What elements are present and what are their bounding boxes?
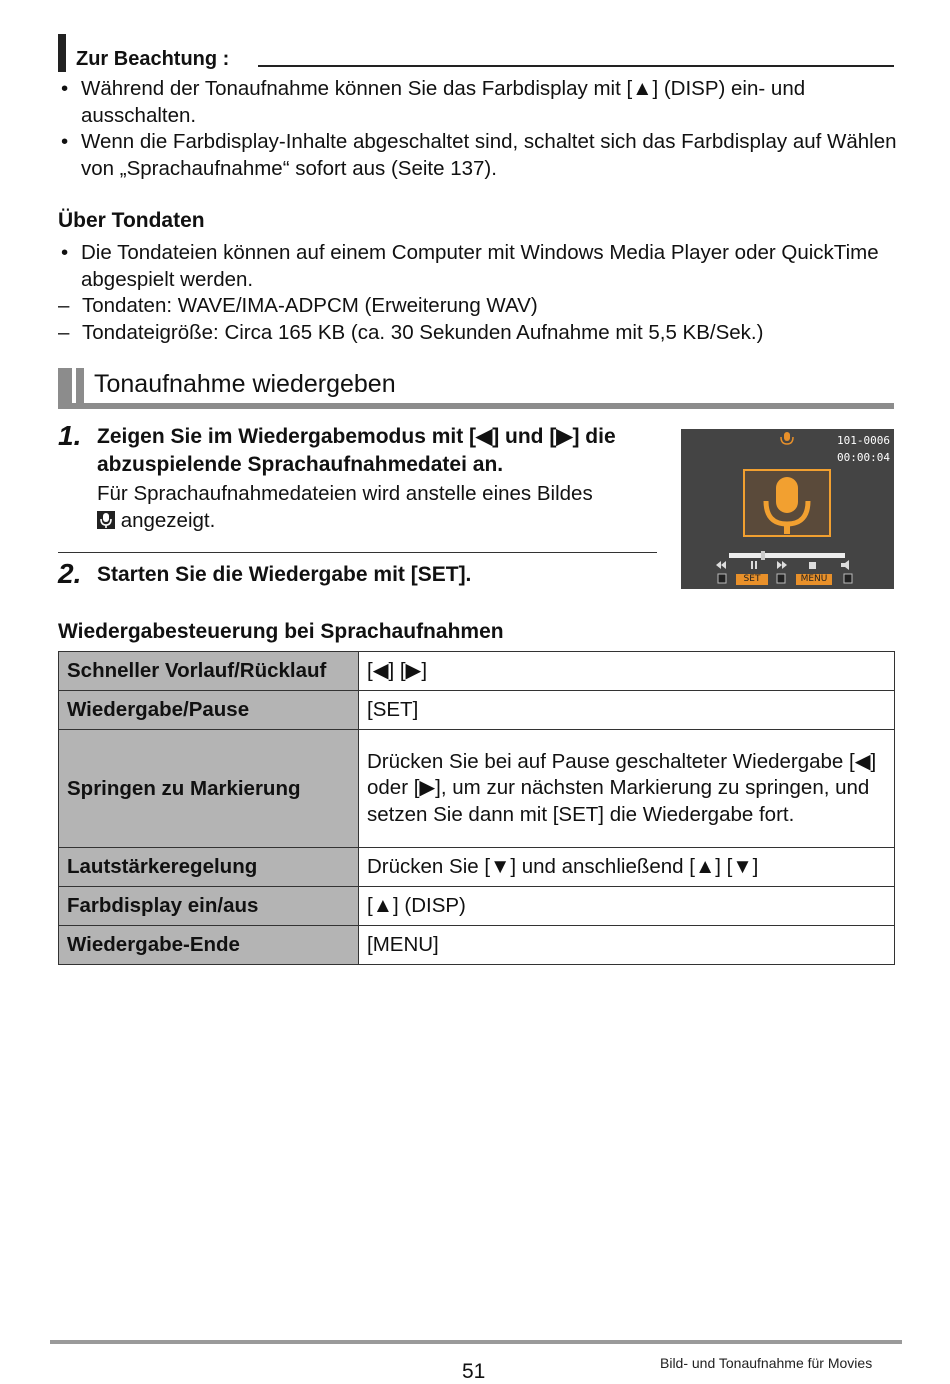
elapsed-time: 00:00:04 <box>837 451 890 464</box>
section-marker <box>76 368 84 406</box>
file-number: 101-0006 <box>837 434 890 447</box>
tondaten-list <box>58 240 898 346</box>
note-title: Zur Beachtung : <box>76 48 230 70</box>
table-value: Drücken Sie [▼] und anschließend [▲] [▼] <box>359 848 895 887</box>
table-row <box>59 691 895 730</box>
table-key: Farbdisplay ein/aus <box>59 887 359 926</box>
table-key: Wiedergabe-Ende <box>59 926 359 965</box>
page-number: 51 <box>462 1360 486 1383</box>
table-row <box>59 926 895 965</box>
tondaten-heading: Über Tondaten <box>58 209 205 232</box>
table-value: [SET] <box>359 691 895 730</box>
menu-label: MENU <box>800 574 828 584</box>
camera-screen <box>681 429 894 589</box>
tondaten-dash-list <box>58 293 898 346</box>
note-rule <box>258 65 894 67</box>
table-title: Wiedergabesteuerung bei Sprachaufnahmen <box>58 620 504 643</box>
step-description-text: angezeigt. <box>120 508 216 532</box>
step-divider <box>58 552 657 553</box>
table-row <box>59 652 895 691</box>
note-list <box>58 76 898 182</box>
section-rule <box>58 403 894 409</box>
tondaten-dash: – Tondateigröße: Circa 165 KB (ca. 30 Sekunden Aufnahme mit 5,5 KB/Sek.) <box>58 320 898 347</box>
table-value: [◀] [▶] <box>359 652 895 691</box>
note-bullet: • Während der Tonaufnahme können Sie das Farbdisplay mit [▲] (DISP) ein- und ausschalten. <box>58 76 898 129</box>
tondaten-dash: – Tondaten: WAVE/IMA-ADPCM (Erweiterung WAV) <box>58 293 898 320</box>
set-label: SET <box>743 574 761 584</box>
step-description-text: Für Sprachaufnahmedateien wird anstelle eines Bildes <box>97 482 593 505</box>
section-title: Tonaufnahme wiedergeben <box>94 370 396 398</box>
screen-info <box>837 432 890 466</box>
chapter-title: Bild- und Tonaufnahme für Movies <box>660 1355 873 1371</box>
tondaten-bullet-text: Die Tondateien können auf einem Computer mit Windows Media Player oder QuickTime abgespielt werden. <box>81 241 879 291</box>
table-row <box>59 887 895 926</box>
table-key: Wiedergabe/Pause <box>59 691 359 730</box>
table-row <box>59 730 895 848</box>
step-number: 1. <box>58 420 82 451</box>
step-description <box>97 481 657 534</box>
table-key: Lautstärkeregelung <box>59 848 359 887</box>
control-table <box>58 651 895 965</box>
voice-file-icon <box>97 511 115 529</box>
table-value: [▲] (DISP) <box>359 887 895 926</box>
step-text: Zeigen Sie im Wiedergabemodus mit [◀] und [▶] die abzuspielende Sprachaufnahmedatei an. <box>97 425 616 476</box>
note-bullet: • Wenn die Farbdisplay-Inhalte abgeschaltet sind, schaltet sich das Farbdisplay auf Wählen von „Sprachaufnahme“ sofort aus (Seite 137). <box>58 129 898 182</box>
table-value: Drücken Sie bei auf Pause geschalteter Wiedergabe [◀] oder [▶], um zur nächsten Markierung zu springen, und setzen Sie dann mit [SET] die Wiedergabe fort. <box>359 730 895 848</box>
table-value: [MENU] <box>359 926 895 965</box>
footer-rule <box>50 1340 902 1344</box>
tondaten-bullet <box>58 240 898 346</box>
note-marker <box>58 34 66 72</box>
step-number: 2. <box>58 558 82 589</box>
table-key: Springen zu Markierung <box>59 730 359 848</box>
step-text: Starten Sie die Wiedergabe mit [SET]. <box>97 563 472 586</box>
section-marker <box>58 368 72 406</box>
table-row <box>59 848 895 887</box>
table-key: Schneller Vorlauf/Rücklauf <box>59 652 359 691</box>
